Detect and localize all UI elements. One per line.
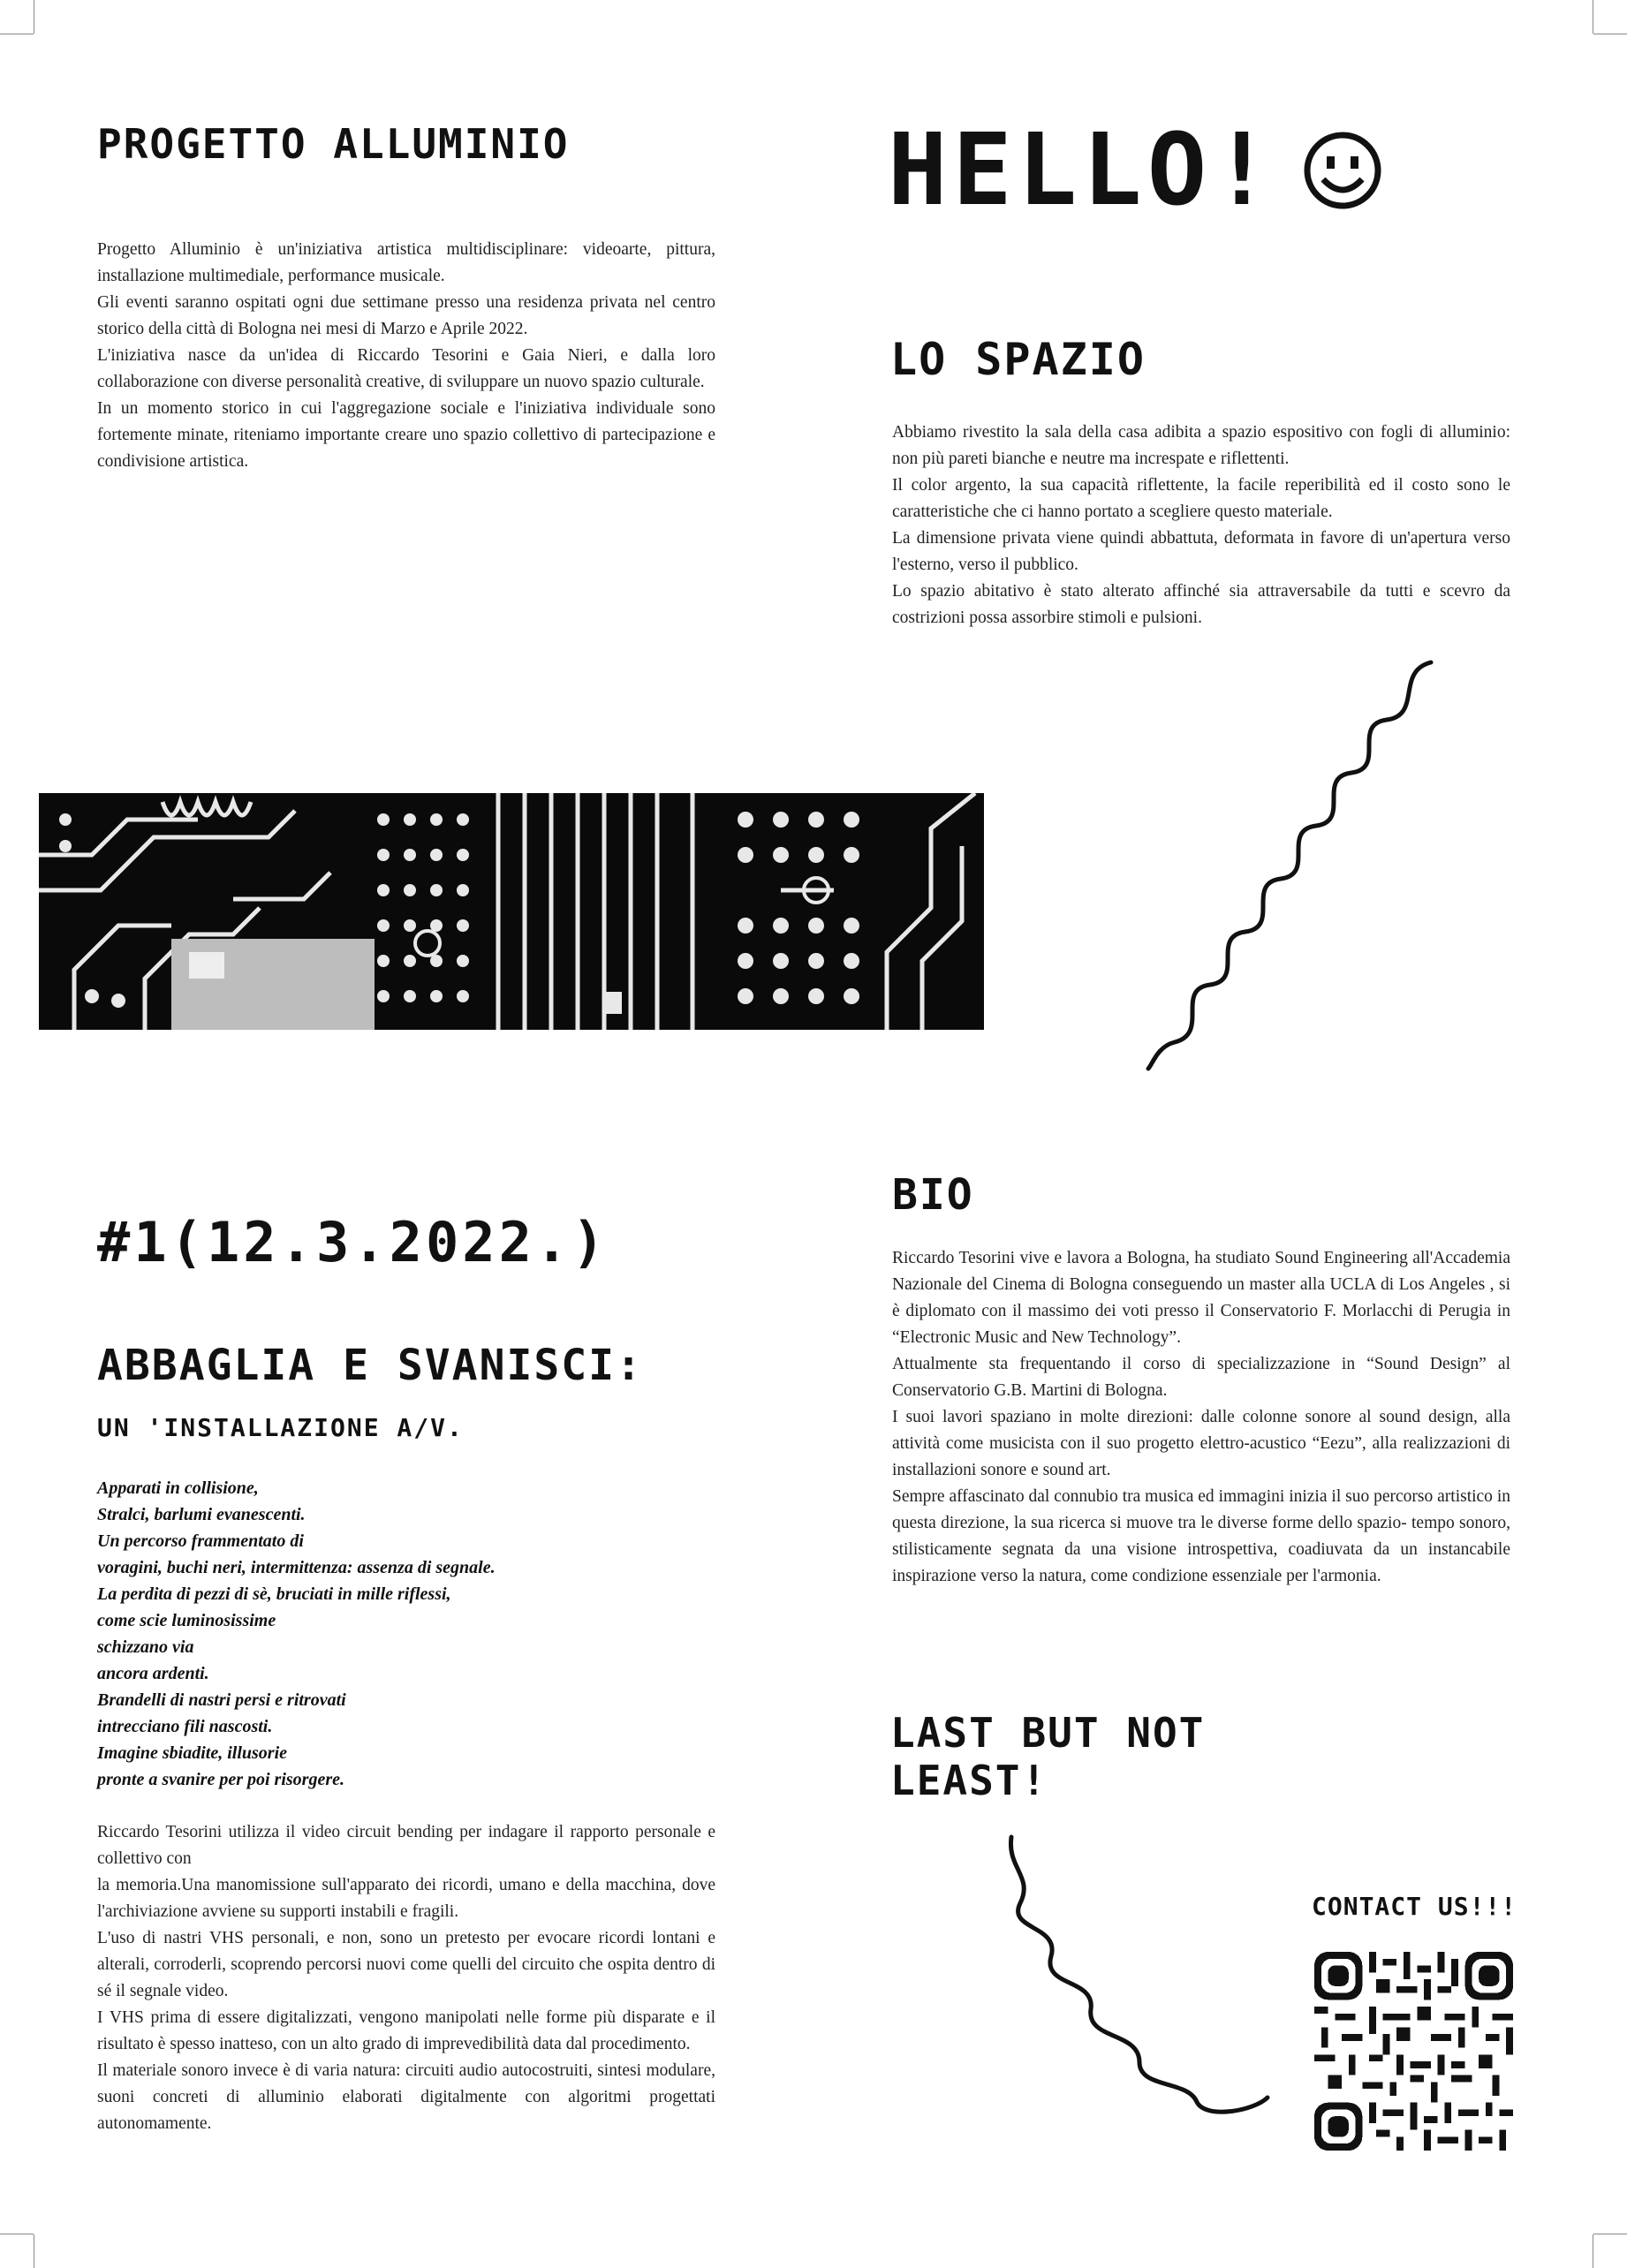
- poem-line: voragini, buchi neri, intermittenza: assenza di segnale.: [97, 1558, 496, 1577]
- contact-heading: CONTACT US!!!: [1312, 1892, 1517, 1921]
- section-title-bio: BIO: [892, 1170, 974, 1220]
- qr-code-icon[interactable]: [1314, 1952, 1513, 2151]
- section-title-lo-spazio: LO SPAZIO: [890, 334, 1146, 385]
- spazio-text: [892, 420, 1510, 631]
- intro-paragraph: Progetto Alluminio è un'iniziativa artistica multidisciplinare: videoarte, pittura, installazione multimediale, performance musicale.: [97, 240, 715, 285]
- last-but-not-least-heading: [890, 1709, 1205, 1804]
- spazio-paragraph: Abbiamo rivestito la sala della casa adibita a spazio espositivo con fogli di alluminio: non più pareti bianche e neutre ma increspate e riflettenti.: [892, 423, 1510, 468]
- description-paragraph: I VHS prima di essere digitalizzati, vengono manipolati nelle forme più disparate e il risultato è spesso inatteso, con un alto grado di imprevedibilità data dal procedimento.: [97, 2008, 715, 2053]
- description-paragraph: Il materiale sonoro invece è di varia natura: circuiti audio autocostruiti, sintesi modulare, suoni concreti di alluminio elaborati digitalmente con algoritmi progettati autonomamente.: [97, 2061, 715, 2133]
- poem-line: Apparati in collisione,: [97, 1478, 259, 1498]
- intro-paragraph: In un momento storico in cui l'aggregazione sociale e l'iniziativa individuale sono fortemente minate, riteniamo importante creare uno spazio collettivo di partecipazione e condivisione artistica.: [97, 399, 715, 471]
- heading-line: LEAST!: [890, 1757, 1048, 1804]
- bio-paragraph: Attualmente sta frequentando il corso di specializzazione in “Sound Design” al Conservatorio G.B. Martini di Bologna.: [892, 1355, 1510, 1400]
- wavy-line-icon: [1131, 654, 1449, 1077]
- poem-line: schizzano via: [97, 1637, 194, 1657]
- description-paragraph: Riccardo Tesorini utilizza il video circuit bending per indagare il rapporto personale e collettivo con: [97, 1823, 715, 1868]
- poem-line: pronte a svanire per poi risorgere.: [97, 1770, 344, 1789]
- poem: [97, 1475, 496, 1793]
- poem-line: ancora ardenti.: [97, 1664, 209, 1683]
- wavy-line-icon: [998, 1833, 1281, 2124]
- bio-paragraph: Riccardo Tesorini vive e lavora a Bologna, ha studiato Sound Engineering all'Accademia Nazionale del Cinema di Bologna conseguendo un master alla UCLA di Los Angeles , si è diplomato con il massimo dei voti presso il Conservatorio F. Morlacchi di Perugia in “Electronic Music and New Technology”.: [892, 1249, 1510, 1347]
- event-name: ABBAGLIA E SVANISCI:: [97, 1341, 643, 1390]
- hello-text: HELLO!: [888, 113, 1277, 228]
- event-title: #1(12.3.2022.): [97, 1210, 609, 1274]
- poem-line: Imagine sbiadite, illusorie: [97, 1743, 288, 1763]
- intro-text: [97, 237, 715, 475]
- smiley-face-icon: [1302, 130, 1383, 211]
- poem-line: La perdita di pezzi di sè, bruciati in mille riflessi,: [97, 1584, 451, 1604]
- intro-paragraph: Gli eventi saranno ospitati ogni due settimane presso una residenza privata nel centro storico della città di Bologna nei mesi di Marzo e Aprile 2022.: [97, 293, 715, 338]
- heading-line: LAST BUT NOT: [890, 1709, 1206, 1757]
- poem-line: Un percorso frammentato di: [97, 1531, 304, 1551]
- poem-line: Brandelli di nastri persi e ritrovati: [97, 1690, 346, 1710]
- hello-heading: [888, 113, 1383, 228]
- bio-paragraph: Sempre affascinato dal connubio tra musica ed immagini inizia il suo percorso artistico in questa direzione, la sua ricerca si muove tra le diverse forme dello spazio- tempo sonoro, stilisticamente segnata da una visione introspettiva, coadiuvata da un instancabile inspirazione verso la natura, come condizione essenziale per l'armonia.: [892, 1487, 1510, 1585]
- poem-line: come scie luminosissime: [97, 1611, 276, 1630]
- poem-line: Stralci, barlumi evanescenti.: [97, 1505, 306, 1524]
- bio-text: [892, 1245, 1510, 1590]
- spazio-paragraph: Il color argento, la sua capacità riflettente, la facile reperibilità ed il costo sono le caratteristiche che ci hanno portato a scegliere questo materiale.: [892, 476, 1510, 521]
- description-paragraph: L'uso di nastri VHS personali, e non, sono un pretesto per evocare ricordi lontani e alterali, corroderli, scoprendo percorsi nuovi come quelli del circuito che ospita dentro di sé il segnale video.: [97, 1929, 715, 2000]
- bio-paragraph: I suoi lavori spaziano in molte direzioni: dalle colonne sonore al sound design, alla attività come musicista con il suo progetto elettro-acustico “Eezu”, alla realizzazioni di installazioni sonore e sound art.: [892, 1408, 1510, 1479]
- circuit-board-photo: [39, 793, 984, 1030]
- spazio-paragraph: La dimensione privata viene quindi abbattuta, deformata in favore di un'apertura verso l'esterno, verso il pubblico.: [892, 529, 1510, 574]
- event-subtitle: UN 'INSTALLAZIONE A/V.: [97, 1413, 464, 1442]
- intro-paragraph: L'iniziativa nasce da un'idea di Riccardo Tesorini e Gaia Nieri, e dalla loro collaborazione con diverse personalità creative, di sviluppare un nuovo spazio culturale.: [97, 346, 715, 391]
- event-description: [97, 1819, 715, 2137]
- spazio-paragraph: Lo spazio abitativo è stato alterato affinché sia attraversabile da tutti e scevro da costrizioni possa assorbire stimoli e pulsioni.: [892, 582, 1510, 627]
- poem-line: intrecciano fili nascosti.: [97, 1717, 273, 1736]
- page-title: PROGETTO ALLUMINIO: [97, 120, 570, 168]
- description-paragraph: la memoria.Una manomissione sull'apparato dei ricordi, umano e della macchina, dove l'archiviazione avviene su supporti instabili e fragili.: [97, 1876, 715, 1921]
